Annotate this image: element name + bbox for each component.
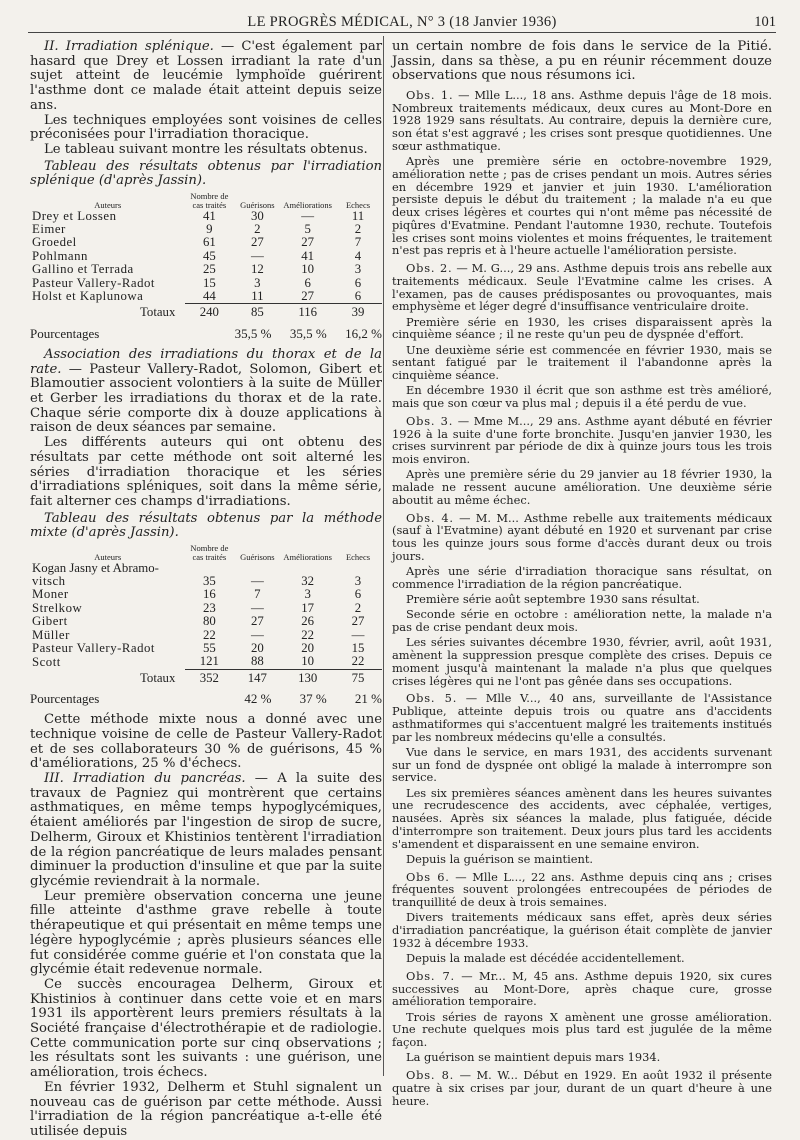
author-cell: Müller: [32, 627, 70, 642]
table-row: [30, 588, 382, 601]
observation-label: Obs. 2.: [406, 261, 453, 276]
value-cell: 15: [202, 275, 216, 290]
col-header-cases: Nombre de cas traités: [190, 542, 229, 562]
table-row: [30, 263, 382, 276]
value-cell: 9: [206, 222, 213, 237]
total-cell: 116: [281, 304, 334, 320]
total-cell: 130: [281, 669, 334, 685]
section-2-intro: II. Irradiation splénique. — C'est également par hasard que Drey et Lossen irradiant la rate d'un sujet atteint de leucémie lymphoïde guérirent l'asthme dont ce malade était atteint depuis seize ans.: [30, 39, 382, 113]
observation-label: Obs. 1.: [406, 87, 454, 102]
paragraph: Ce succès encouragea Delherm, Giroux et Khistinios à continuer dans cette voie et en mars 1931 ils apportèrent leurs premiers résultats à la Société française d'électrothérapie et de radiologie. Cette communication porte sur cinq observations ; les résultats sont les suivants : une guérison, une amélioration, trois échecs.: [30, 976, 382, 1081]
observation-paragraph: Vue dans le service, en mars 1931, des accidents survenant sur un fond de dyspnée ont obligé la malade à interrompre son service.: [392, 744, 772, 785]
section-2-heading: II. Irradiation splénique.: [44, 39, 214, 54]
association-heading: Association des irradiations du thorax et de la rate.: [30, 346, 382, 377]
paragraph: Cette méthode mixte nous a donné avec une technique voisine de celle de Pasteur Vallery-Radot et de ses collaborateurs 30 % de guérisons, 45 % d'améliorations, 25 % d'échecs.: [30, 712, 382, 772]
paragraph: Leur première observation concerna une jeune fille atteinte d'asthme grave rebelle à toute thérapeutique et qui présentait en même temps une légère hypoglycémie ; après plusieurs séances elle fut considérée comme guérie et l'on constata que la glycémie était redevenue normale.: [30, 888, 382, 978]
table-2-percentages: Pourcentages 42 % 37 % 21 %: [30, 691, 382, 707]
value-cell: —: [250, 248, 264, 263]
value-cell: [233, 562, 281, 575]
author-cell: Eimer: [32, 222, 66, 237]
table-row: [30, 250, 382, 263]
table-2-caption: Tableau des résultats obtenus par la méthode mixte (d'après Jassin).: [30, 510, 382, 541]
table-row: [30, 642, 382, 655]
col-header-failures: Echecs: [345, 551, 371, 562]
value-cell: 10: [301, 262, 315, 277]
value-cell: 20: [250, 641, 264, 656]
value-cell: 80: [202, 614, 216, 629]
observation-entry: Obs. 7. — Mr... M, 45 ans. Asthme depuis 1920, six cures successives au Mont-Dore, après chaque cure, grosse amélioration temporaire.: [392, 968, 772, 1009]
value-cell: 15: [351, 641, 365, 656]
author-cell: vitsch: [32, 574, 66, 589]
value-cell: 88: [250, 654, 264, 669]
observation-paragraph: Depuis la malade est décédée accidentellement.: [406, 951, 685, 966]
value-cell: 30: [250, 208, 264, 223]
total-cell: 75: [334, 669, 382, 685]
value-cell: —: [351, 627, 365, 642]
observation-entry: Obs. 4. — M. M... Asthme rebelle aux traitements médicaux (sauf à l'Evatmine) ayant débuté en 1920 et survenant par crise tous les quinze jours sous forme d'accès durant deux ou trois jours.: [392, 510, 772, 563]
value-cell: 3: [254, 275, 261, 290]
author-cell: Pohlmann: [32, 248, 88, 263]
value-cell: 2: [254, 222, 261, 237]
paragraph: En février 1932, Delherm et Stuhl signalent un nouveau cas de guérison par cette méthode. Aussi l'irradiation de la région pancréatique a-t-elle été utilisée depuis: [30, 1079, 382, 1139]
value-cell: 26: [301, 614, 315, 629]
value-cell: [334, 562, 382, 575]
col-header-cases: Nombre de cas traités: [190, 190, 229, 210]
value-cell: 3: [354, 574, 362, 589]
totals-row: [30, 304, 382, 320]
table-row: [30, 277, 382, 290]
observation-label: Obs. 7.: [406, 968, 455, 983]
observation-paragraph: Seconde série en octobre : amélioration nette, la malade n'a pas de crise pendant deux mois.: [392, 607, 772, 635]
observation-paragraph: Après une première série en octobre-novembre 1929, amélioration nette ; pas de crises pendant un mois. Autres séries en décembre 1929 et janvier et juin 1930. L'amélioration persiste depuis le début du traitement ; la malade n'a eu que deux crises légères et courtes qui n'ont même pas nécessité de piqûres d'Evatmine. Pendant l'automne 1930, rechute. Toutefois les crises sont moins violentes et moins fréquentes, le traitement n'est pas repris et à l'heure actuelle l'amélioration persiste.: [392, 154, 772, 258]
observation-paragraph: Première série août septembre 1930 sans résultat.: [406, 592, 700, 607]
value-cell: 11: [251, 289, 264, 304]
right-column: [392, 40, 772, 1107]
paragraph: Le tableau suivant montre les résultats obtenus.: [44, 141, 368, 157]
observation-paragraph: Une deuxième série est commencée en février 1930, mais se sentant fatigué par le traitement il l'abandonne après la cinquième séance.: [392, 342, 772, 383]
col-header-authors: Auteurs: [94, 551, 122, 562]
author-cell: Drey et Lossen: [32, 208, 117, 223]
total-cell: 147: [233, 669, 281, 685]
total-cell: 352: [185, 669, 233, 685]
value-cell: 61: [202, 235, 216, 250]
author-cell: Scott: [32, 654, 61, 669]
table-header-row: [30, 192, 382, 210]
value-cell: 20: [301, 641, 315, 656]
totals-label: Totaux: [140, 670, 176, 685]
value-cell: —: [250, 600, 264, 615]
value-cell: 3: [354, 262, 362, 277]
author-cell: Pasteur Vallery-Radot: [32, 641, 155, 656]
observation-paragraph: Après une série d'irradiation thoracique sans résultat, on commence l'irradiation de la région pancréatique.: [392, 564, 772, 591]
value-cell: 27: [250, 235, 264, 250]
col-header-failures: Echecs: [345, 199, 371, 210]
value-cell: [185, 562, 233, 575]
observation-entry: Obs. 5. — Mlle V..., 40 ans, surveillante de l'Assistance Publique, atteinte depuis trois ou quatre ans d'accidents asthmatiformes qui s'accentuent malgré les traitements institués par les nombreux médecins qu'elle a consultés.: [392, 691, 772, 744]
association-paragraph: Association des irradiations du thorax et de la rate. — Pasteur Vallery-Radot, Solomon, Gibert et Blamoutier associent volontiers à la suite de Müller et Gerber les irradiations du thorax et de la rate. Chaque série comporte dix à douze applications à raison de deux séances par semaine.: [30, 346, 382, 436]
value-cell: 6: [354, 289, 362, 304]
observation-label: Obs. 5.: [406, 691, 458, 706]
author-cell: Strelkow: [32, 600, 83, 615]
value-cell: 7: [254, 587, 261, 602]
value-cell: 27: [351, 614, 365, 629]
value-cell: —: [301, 208, 315, 223]
observation-paragraph: La guérison se maintient depuis mars 1934.: [406, 1050, 661, 1065]
observation-paragraph: En décembre 1930 il écrit que son asthme est très amélioré, mais que son cœur va plus mal ; depuis il a été perdu de vue.: [392, 383, 772, 411]
value-cell: 25: [202, 262, 216, 277]
observation-label: Obs 6.: [406, 869, 450, 884]
value-cell: 35: [202, 574, 216, 589]
total-cell: 240: [185, 304, 233, 320]
total-cell: 39: [334, 304, 382, 320]
author-cell: Groedel: [32, 235, 77, 250]
observation-label: Obs. 8.: [406, 1068, 455, 1083]
observation-entry: Obs. 2. — M. G..., 29 ans. Asthme depuis trois ans rebelle aux traitements médicaux. Seule l'Evatmine calme les crises. A l'examen, pas de causes prédisposantes ou provoquantes, mais emphysème et léger degré d'insuffisance ventriculaire droite.: [392, 261, 772, 314]
table-splenic-results: [30, 192, 382, 320]
table-row: [30, 223, 382, 236]
paragraph: Les différents auteurs qui ont obtenu des résultats par cette méthode ont soit alterné les séries d'irradiation thoracique et les séries d'irradiations spléniques, soit dans la même série, fait alterner ces champs d'irradiations.: [30, 435, 382, 509]
section-3-heading: III. Irradiation du pancréas.: [44, 771, 246, 787]
value-cell: 121: [199, 654, 219, 669]
value-cell: 16: [202, 587, 216, 602]
page-number: 101: [754, 14, 776, 30]
value-cell: 11: [351, 208, 365, 223]
value-cell: 27: [301, 235, 315, 250]
value-cell: 10: [301, 654, 315, 669]
value-cell: 22: [351, 654, 365, 669]
value-cell: 45: [202, 248, 216, 263]
value-cell: 41: [301, 248, 315, 263]
value-cell: 22: [202, 627, 216, 642]
value-cell: 12: [250, 262, 264, 277]
value-cell: 41: [202, 208, 216, 223]
observation-paragraph: Première série en 1930, les crises disparaissent après la cinquième séance ; il ne reste qu'un peu de dyspnée d'effort.: [392, 314, 772, 342]
observation-paragraph: Divers traitements médicaux sans effet, après deux séries d'irradiation pancréatique, la guérison était complète de janvier 1932 à décembre 1933.: [392, 910, 772, 950]
table-row: [30, 562, 382, 575]
value-cell: 55: [202, 641, 216, 656]
table-row: [30, 575, 382, 588]
table-mixed-results: [30, 544, 382, 686]
observation-paragraph: Trois séries de rayons X amènent une grosse amélioration. Une rechute quelques mois plus tard est jugulée de la même façon.: [392, 1009, 772, 1050]
total-cell: 85: [233, 304, 281, 320]
value-cell: [281, 562, 334, 575]
author-cell: Gibert: [32, 614, 68, 629]
column-divider: [383, 36, 384, 1076]
table-row: [30, 210, 382, 223]
section-3-intro: III. Irradiation du pancréas. — A la suite des travaux de Pagniez qui montrèrent que certains asthmatiques, en même temps hypoglycémiques, étaient améliorés par l'ingestion de sirop de sucre, Delherm, Giroux et Khistinios tentèrent l'irradiation de la région pancréatique de leurs malades pensant diminuer la production d'insuline et que par la suite glycémie reviendrait à la normale.: [30, 771, 382, 889]
value-cell: 4: [354, 248, 362, 263]
col-header-improvements: Améliorations: [283, 199, 332, 210]
author-cell: Kogan Jasny et Abramo-: [32, 560, 159, 575]
value-cell: 32: [301, 574, 315, 589]
value-cell: —: [250, 574, 264, 589]
paragraph: Les techniques employées sont voisines de celles préconisées pour l'irradiation thoracique.: [30, 112, 382, 143]
observation-paragraph: Les séries suivantes décembre 1930, février, avril, août 1931, amènent la suppression presque complète des crises. Depuis ce moment jusqu'à maintenant la malade n'a plus que quelques crises légères qui ne l'ont pas gênée dans ses occupations.: [392, 635, 772, 688]
observation-entry: Obs 6. — Mlle L..., 22 ans. Asthme depuis cinq ans ; crises fréquentes souvent prolongées entrecoupées de périodes de tranquillité de deux à trois semaines.: [392, 869, 772, 910]
col-header-cures: Guérisons: [240, 551, 275, 562]
value-cell: 3: [304, 587, 311, 602]
col-header-authors: Auteurs: [94, 199, 122, 210]
author-cell: Holst et Kaplunowa: [32, 289, 144, 304]
value-cell: 6: [304, 275, 311, 290]
value-cell: 6: [354, 275, 362, 290]
totals-label: Totaux: [140, 305, 176, 320]
value-cell: 17: [301, 600, 315, 615]
observation-entry: Obs. 3. — Mme M..., 29 ans. Asthme ayant débuté en février 1926 à la suite d'une forte bronchite. Jusqu'en janvier 1930, les crises survinrent par période de dix à quinze jours tous les trois mois environ.: [392, 413, 773, 467]
value-cell: 23: [202, 600, 216, 615]
running-header: [28, 12, 776, 33]
value-cell: 6: [354, 587, 362, 602]
table-row: [30, 655, 382, 669]
observation-paragraph: Les six premières séances amènent dans les heures suivantes une recrudescence des accidents, avec céphalée, vertiges, nausées. Après six séances la malade, plus fatiguée, décide d'interrompre son traitement. Deux jours plus tard les accidents s'amendent et disparaissent en une semaine environ.: [392, 785, 772, 851]
observation-paragraph: Depuis la guérison se maintient.: [406, 851, 594, 866]
observation-entry: Obs. 1. — Mlle L..., 18 ans. Asthme depuis l'âge de 18 mois. Nombreux traitements médicaux, deux cures au Mont-Dore en 1928 1929 sans résultats. Au contraire, depuis la dernière cure, son état s'est aggravé ; les crises sont presque quotidiennes. Une sœur asthmatique.: [392, 87, 772, 153]
value-cell: 44: [202, 289, 216, 304]
author-cell: Moner: [32, 587, 69, 602]
observation-label: Obs. 4.: [406, 510, 454, 525]
table-1-percentages: Pourcentages 35,5 % 35,5 % 16,2 %: [30, 325, 382, 341]
value-cell: 5: [304, 222, 311, 237]
value-cell: 2: [354, 600, 362, 615]
table-row: [30, 602, 382, 615]
col-header-cures: Guérisons: [240, 199, 275, 210]
col-header-improvements: Améliorations: [283, 551, 332, 562]
left-column: [30, 40, 382, 1140]
value-cell: 27: [250, 614, 264, 629]
observation-label: Obs. 3.: [406, 413, 454, 428]
table-header-row: [30, 544, 382, 562]
table-1-caption: Tableau des résultats obtenus par l'irradiation splénique (d'après Jassin).: [30, 158, 382, 189]
value-cell: 2: [354, 222, 362, 237]
value-cell: 27: [301, 289, 315, 304]
observations-list: [392, 89, 772, 1108]
value-cell: —: [250, 627, 264, 642]
table-row: [30, 290, 382, 304]
table-row: [30, 236, 382, 249]
totals-row: [30, 669, 382, 685]
observation-entry: Obs. 8. — M. W... Début en 1929. En août 1932 il présente quatre à six crises par jour, durant de un quart d'heure à une heure.: [392, 1068, 772, 1108]
observation-paragraph: Après une première série du 29 janvier au 18 février 1930, la malade ne ressent aucune amélioration. Une deuxième série aboutit au même échec.: [392, 467, 772, 507]
table-row: [30, 615, 382, 628]
journal-title: LE PROGRÈS MÉDICAL, N° 3 (18 Janvier 1936): [247, 14, 557, 30]
right-intro: un certain nombre de fois dans le service de la Pitié. Jassin, dans sa thèse, a pu en réunir récemment douze observations que nous résumons ici.: [392, 39, 772, 84]
value-cell: 7: [354, 235, 362, 250]
author-cell: Pasteur Vallery-Radot: [32, 275, 155, 290]
value-cell: 22: [301, 627, 315, 642]
table-row: [30, 629, 382, 642]
author-cell: Gallino et Terrada: [32, 262, 134, 277]
